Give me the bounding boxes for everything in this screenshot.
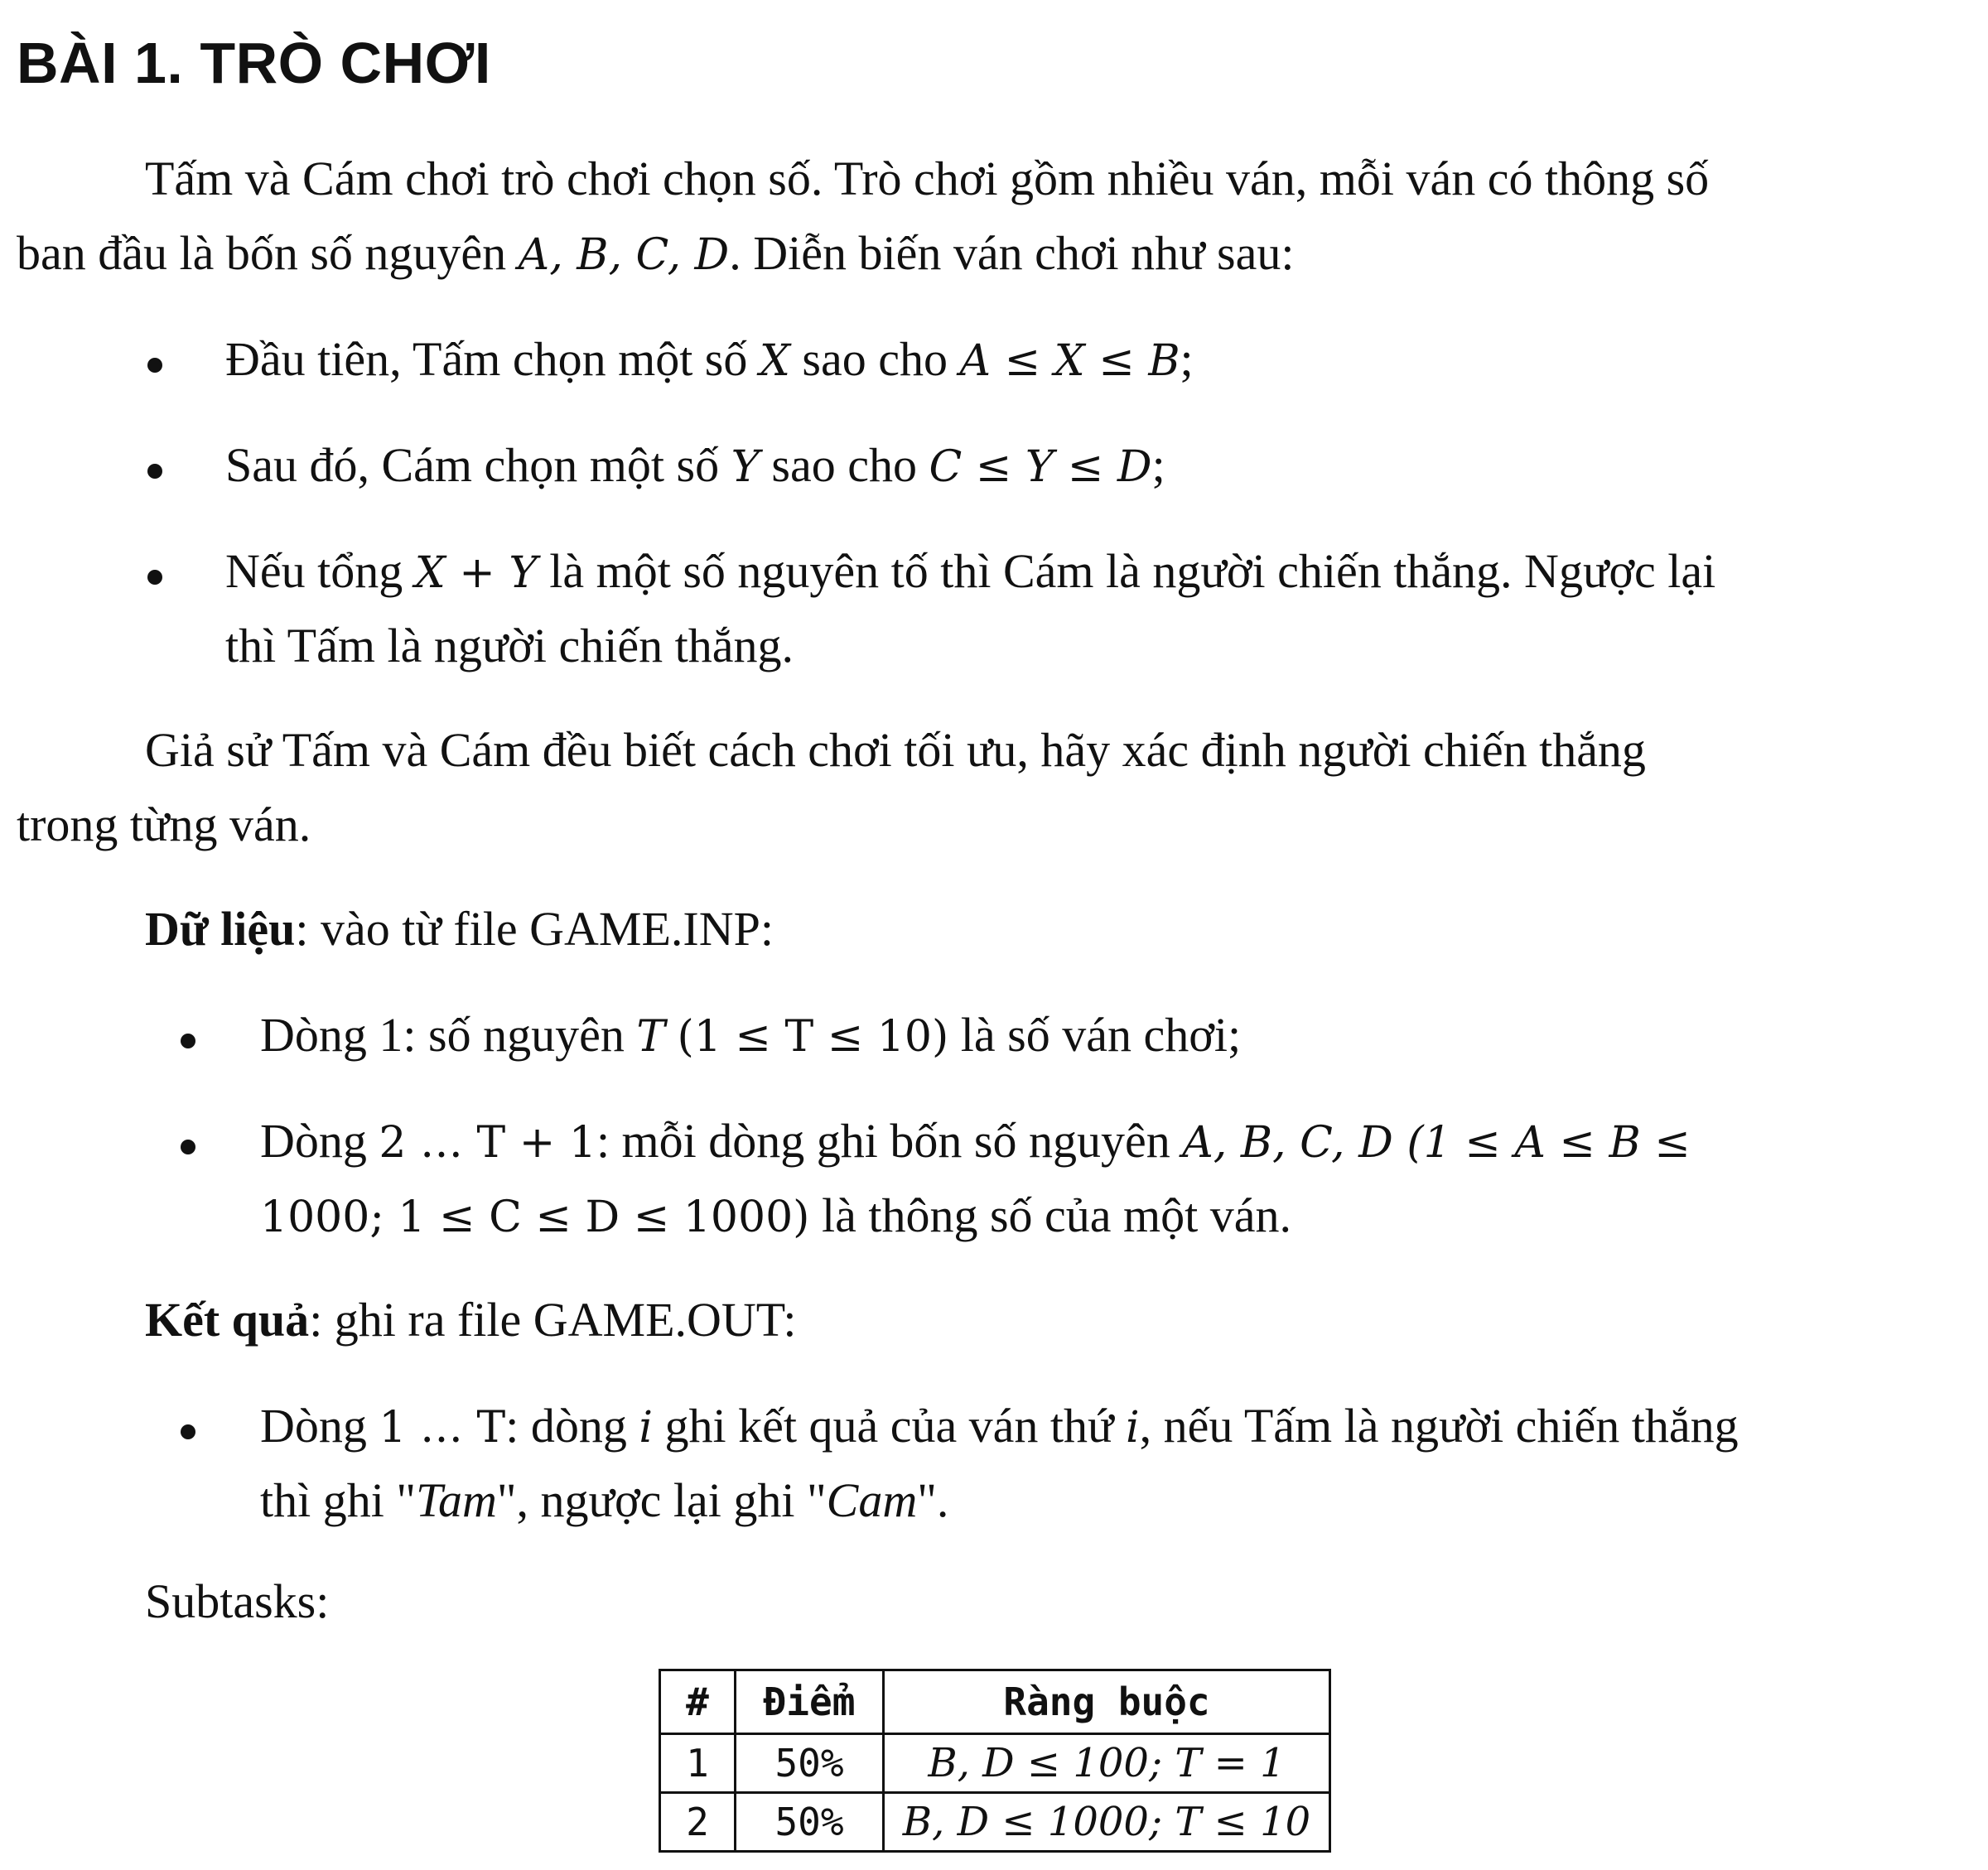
subtasks-table [659,1669,1331,1853]
table-cell: B, D ≤ 100; T = 1 [884,1734,1330,1793]
output-item-1-line-2: thì ghi "Tam", ngược lại ghi "Cam". [260,1473,949,1527]
table-header-number: # [660,1670,736,1734]
intro-line-2: ban đầu là bốn số nguyên A, B, C, D. Diễn biến ván chơi như sau: [17,226,1295,280]
bullet-icon [147,570,162,585]
input-item-2: Dòng 2 … T + 1: mỗi dòng ghi bốn số nguyên A, B, C, D (1 ≤ A ≤ B ≤ [260,1114,1691,1168]
problem-title: BÀI 1. TRÒ CHƠI [17,31,491,95]
bullet-icon [181,1140,195,1154]
input-heading: Dữ liệu: vào từ file GAME.INP: [145,902,774,956]
output-heading: Kết quả: ghi ra file GAME.OUT: [145,1293,797,1347]
table-header-constraints: Ràng buộc [884,1670,1330,1734]
rule-3-line-2: thì Tấm là người chiến thắng. [225,619,794,672]
bullet-icon [181,1034,195,1048]
table-row [660,1734,1330,1793]
bullet-icon [147,358,162,373]
table-cell: 50% [736,1734,884,1793]
rule-2: Sau đó, Cám chọn một số Y sao cho C ≤ Y ≤ D; [225,438,1165,492]
table-cell: 1 [660,1734,736,1793]
rule-3: Nếu tổng X + Y là một số nguyên tố thì Cám là người chiến thắng. Ngược lại [225,544,1716,598]
table-header-row [660,1670,1330,1734]
bullet-icon [147,464,162,479]
table-row [660,1793,1330,1852]
table-header-points: Điểm [736,1670,884,1734]
intro-line-1: Tấm và Cám chơi trò chơi chọn số. Trò chơi gồm nhiều ván, mỗi ván có thông số [145,152,1710,205]
input-item-1: Dòng 1: số nguyên T (1 ≤ T ≤ 10) là số ván chơi; [260,1008,1242,1062]
question-line-2: trong từng ván. [17,798,311,851]
rule-1: Đầu tiên, Tấm chọn một số X sao cho A ≤ X ≤ B; [225,332,1194,386]
question-line-1: Giả sử Tấm và Cám đều biết cách chơi tối ưu, hãy xác định người chiến thắng [145,723,1646,777]
input-item-2-line-2: 1000; 1 ≤ C ≤ D ≤ 1000) là thông số của một ván. [260,1188,1291,1242]
output-item-1: Dòng 1 … T: dòng i ghi kết quả của ván thứ i, nếu Tấm là người chiến thắng [260,1399,1739,1453]
subtasks-label: Subtasks: [145,1574,330,1628]
table-cell: B, D ≤ 1000; T ≤ 10 [884,1793,1330,1852]
table-cell: 2 [660,1793,736,1852]
bullet-icon [181,1424,195,1439]
table-cell: 50% [736,1793,884,1852]
